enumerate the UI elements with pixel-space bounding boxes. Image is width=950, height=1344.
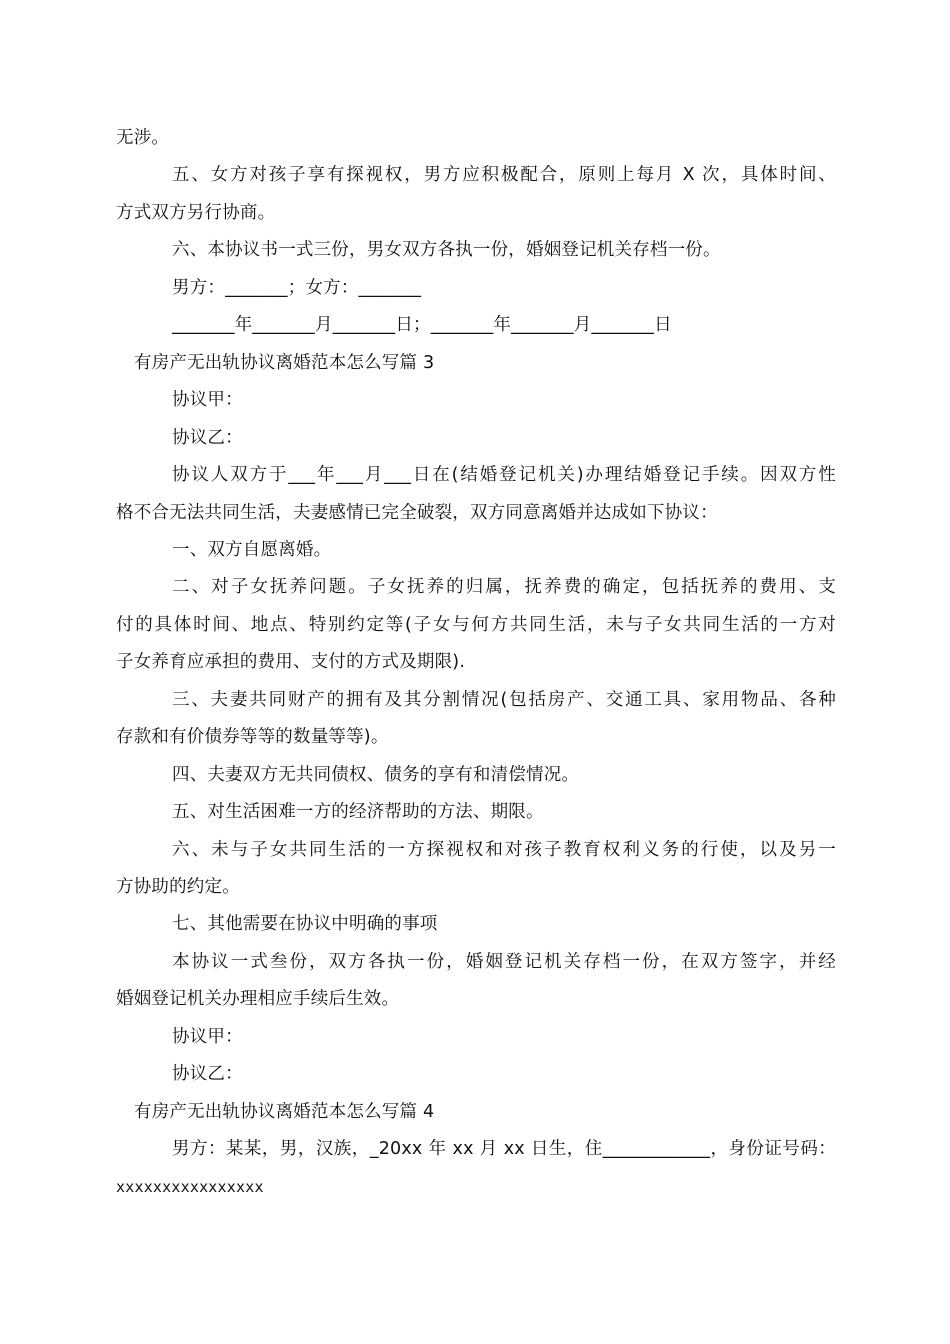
date-line: _______年_______月_______日；_______年_______月_______日 <box>172 315 672 335</box>
signature-line: 男方：_______；女方：_______ <box>172 278 422 298</box>
paragraph-line: 婚姻登记机关办理相应手续后生效。 <box>116 989 400 1009</box>
paragraph-line: 本协议一式叁份，双方各执一份，婚姻登记机关存档一份，在双方签字，并经 <box>172 952 836 972</box>
party-a-label: 协议甲： <box>172 1027 243 1047</box>
paragraph-line: 五、女方对孩子享有探视权，男方应积极配合，原则上每月 X 次，具体时间、 <box>172 165 836 185</box>
paragraph-line: 六、未与子女共同生活的一方探视权和对孩子教育权利义务的行使，以及另一 <box>172 840 836 860</box>
paragraph-line: 七、其他需要在协议中明确的事项 <box>172 914 438 934</box>
paragraph-line: 二、对子女抚养问题。子女抚养的归属，抚养费的确定，包括抚养的费用、支 <box>172 577 836 597</box>
paragraph-line: 方式双方另行协商。 <box>116 203 276 223</box>
paragraph-line: 三、夫妻共同财产的拥有及其分割情况(包括房产、交通工具、家用物品、各种 <box>172 690 836 710</box>
section-heading-4: 有房产无出轨协议离婚范本怎么写篇 4 <box>134 1102 435 1122</box>
paragraph-line: 格不合无法共同生活，夫妻感情已完全破裂，双方同意离婚并达成如下协议： <box>116 503 718 523</box>
section-heading-3: 有房产无出轨协议离婚范本怎么写篇 3 <box>134 353 435 373</box>
party-a-label: 协议甲： <box>172 390 243 410</box>
party-b-label: 协议乙： <box>172 428 243 448</box>
party-b-label: 协议乙： <box>172 1064 243 1084</box>
paragraph-line: 六、本协议书一式三份，男女双方各执一份，婚姻登记机关存档一份。 <box>172 240 721 260</box>
paragraph-line: 五、对生活困难一方的经济帮助的方法、期限。 <box>172 802 544 822</box>
paragraph-line: 四、夫妻双方无共同债权、债务的享有和清偿情况。 <box>172 765 580 785</box>
paragraph-line: 一、双方自愿离婚。 <box>172 540 332 560</box>
id-number: xxxxxxxxxxxxxxxx <box>116 1178 264 1196</box>
paragraph-line: 无涉。 <box>116 128 170 148</box>
paragraph-line: 付的具体时间、地点、特别约定等(子女与何方共同生活，未与子女共同生活的一方对 <box>116 615 836 635</box>
paragraph-line: 存款和有价债券等等的数量等等)。 <box>116 727 389 747</box>
paragraph-line: 协议人双方于___年___月___日在(结婚登记机关)办理结婚登记手续。因双方性 <box>172 465 836 485</box>
paragraph-line: 男方：某某，男，汉族，_20xx 年 xx 月 xx 日生，住____________，身份证号码： <box>172 1139 836 1159</box>
paragraph-line: 方协助的约定。 <box>116 877 240 897</box>
paragraph-line: 子女养育应承担的费用、支付的方式及期限). <box>116 652 466 672</box>
